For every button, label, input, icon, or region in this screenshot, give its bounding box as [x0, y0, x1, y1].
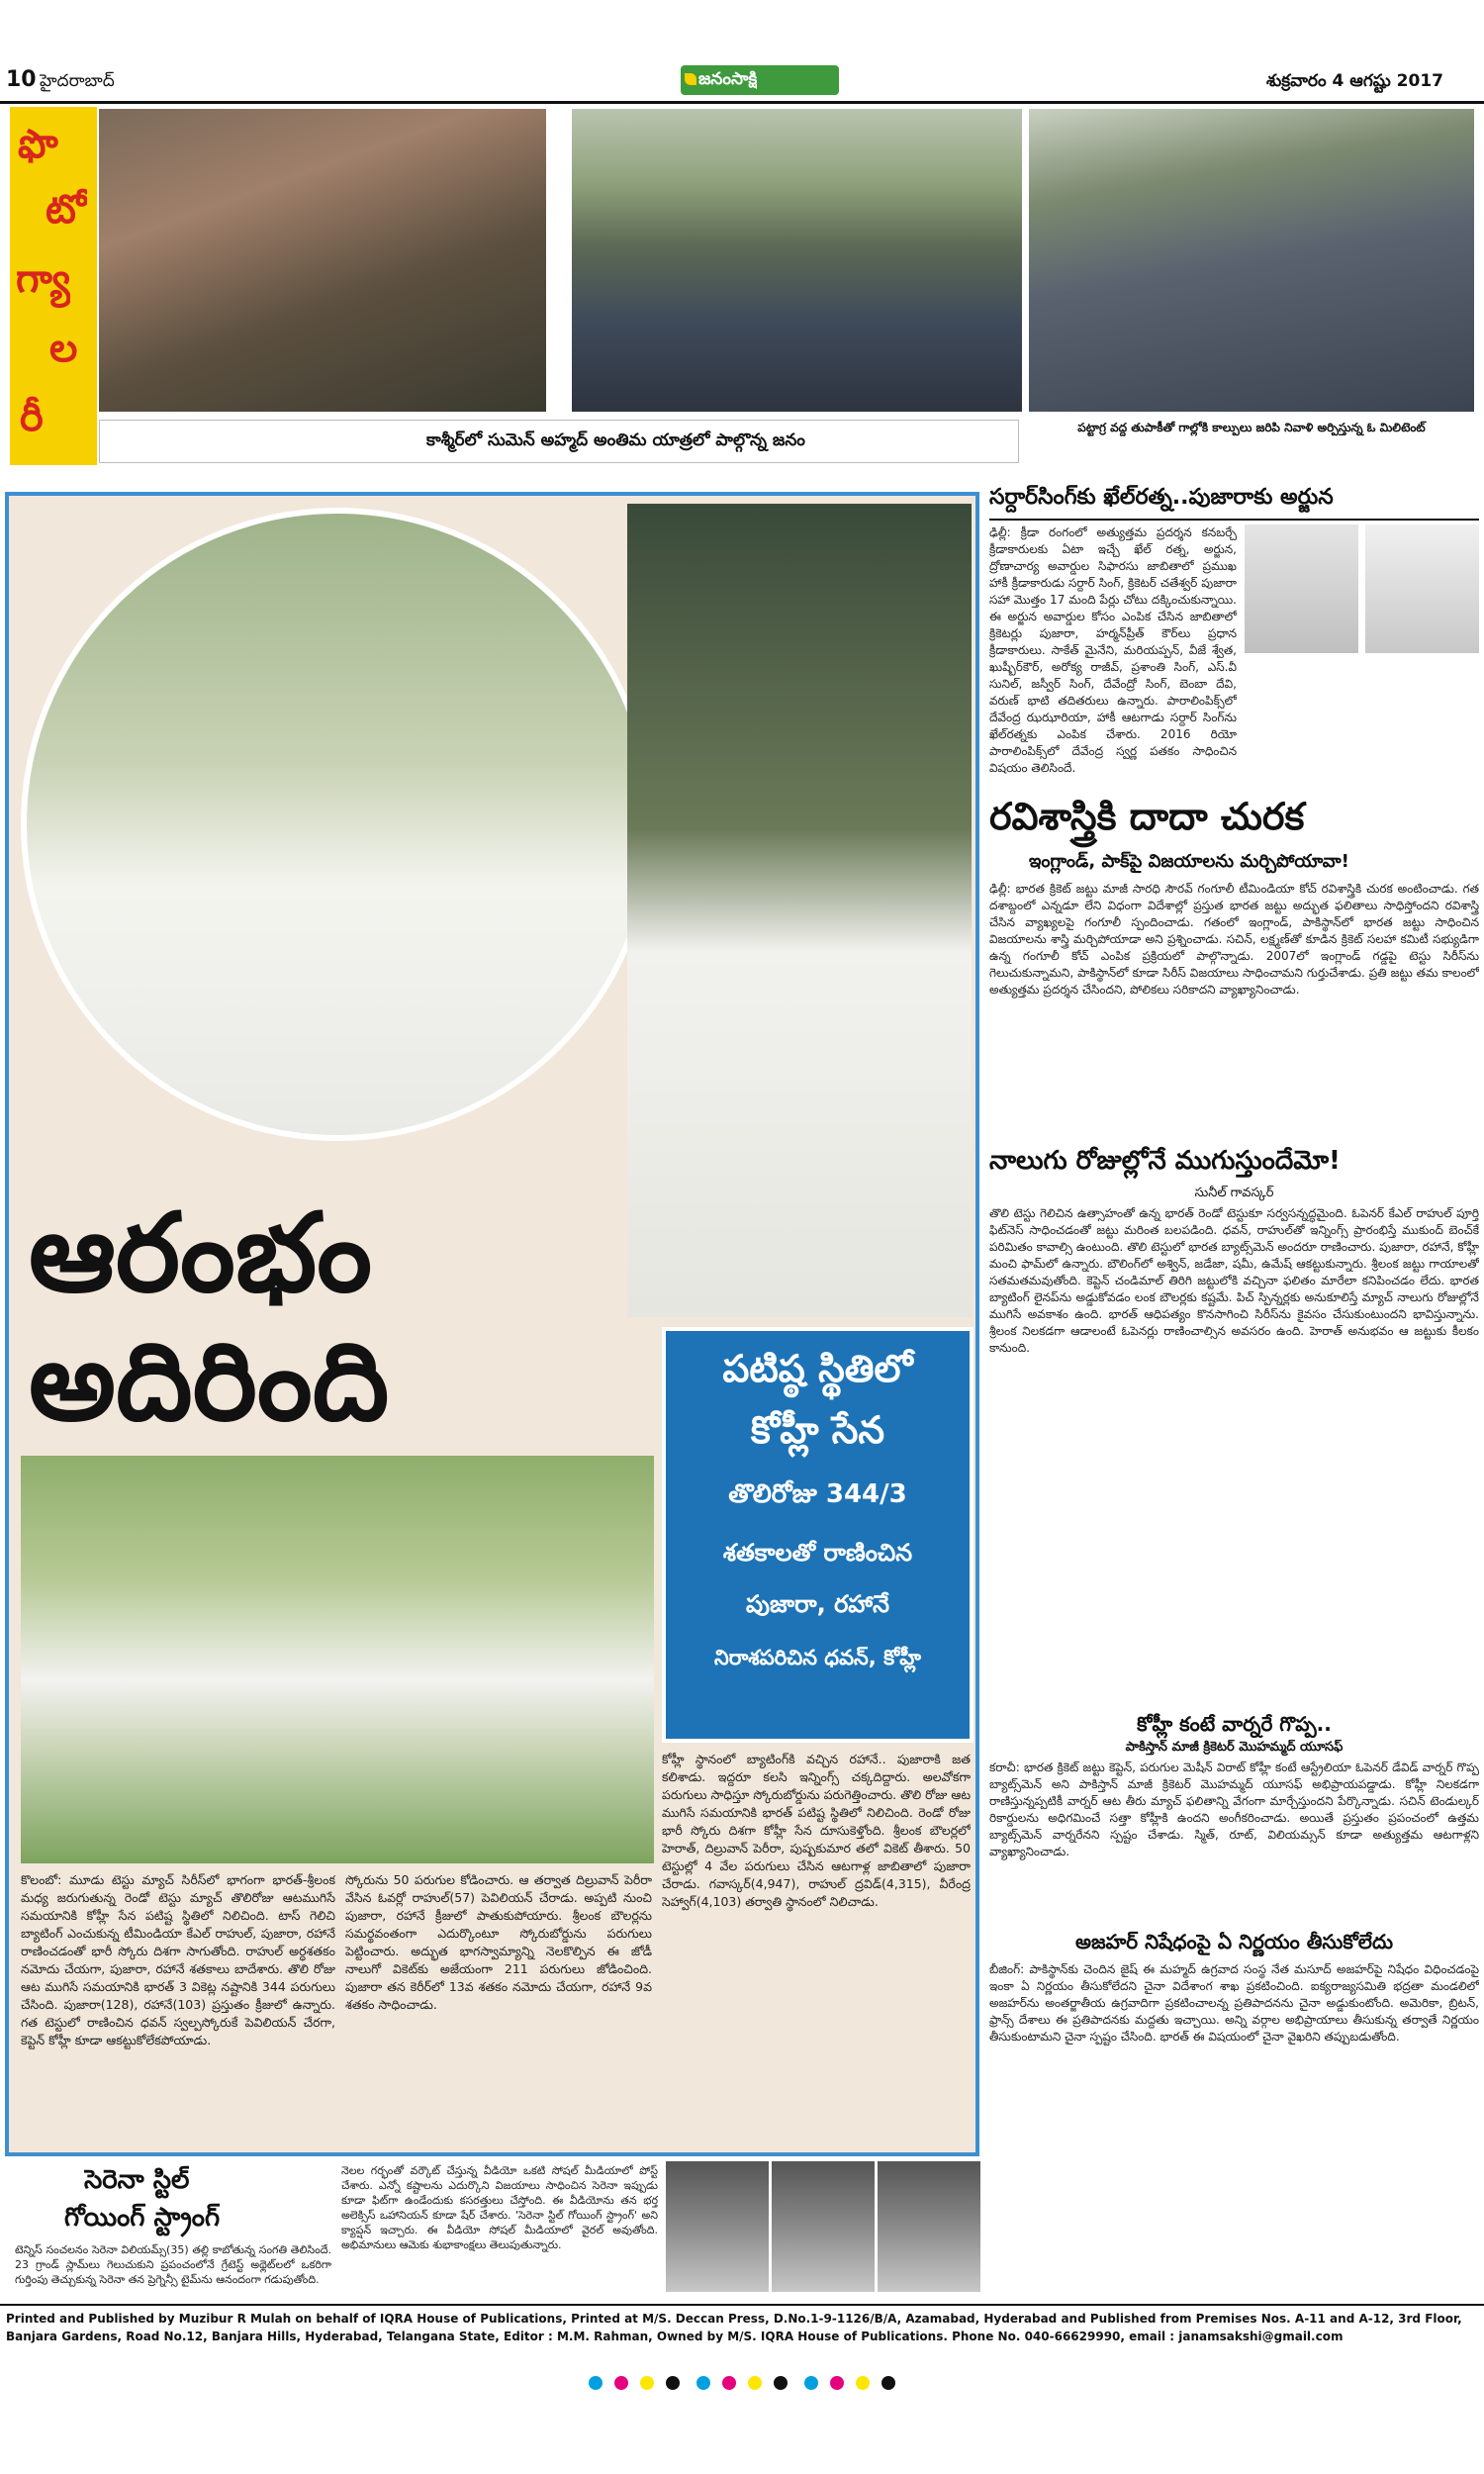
sardar-photo	[1245, 524, 1358, 653]
serena-headline-2: గోయింగ్ స్ట్రాంగ్	[64, 2203, 221, 2233]
article4-headline: కోహ్లీ కంటే వార్నరే గొప్ప..	[1137, 1712, 1332, 1736]
main-headline-line2: అదిరింది	[29, 1317, 390, 1445]
sports-body-right: కోహ్లీ స్థానంలో బ్యాటింగ్‌కి వచ్చిన రహానే.. పుజారాకి జత కలిశాడు. ఇద్దరూ కలసి ఇన్నింగ్స్ చక్కదిద్దారు. అలవోకగా పరుగులు సాధిస్తూ స్కోరుబోర్డును పరుగెత్తించారు. తొలి రోజు ఆట ముగిసే సమయానికి భారత్ పటిష్ట స్థితిలో నిలిచింది. రెండో రోజు భారీ స్కోరు దిశగా కోహ్లీ సేన దూసుకెళ్తోంది. శ్రీలంక బౌలర్లలో హెరాత్, దిల్రువాన్ పెరీరా, పుష్పకుమార తలో వికెట్ తీశారు. 50 టెస్టుల్లో 4 వేల పరుగులు చేసిన ఆటగాళ్ల జాబితాలో పుజారా చేరాడు. గవాస్కర్(4,947), రాహుల్ ద్రవిడ్(4,315), వీరేంద్ర సెహ్వాగ్(4,103) తర్వాతి స్థానంలో నిలిచాడు.	[662, 1752, 971, 1909]
city-name: హైదరాబాద్	[40, 71, 115, 91]
serena-article	[5, 2157, 984, 2296]
rahul-photo	[21, 1456, 654, 1863]
article5-body: బీజింగ్: పాకిస్థాన్‌కు చెందిన జైష్ ఈ మహ్మద్ ఉగ్రవాద సంస్థ నేత మసూద్ అజహర్‌పై నిషేధం విధించడంపై ఇంకా ఏ నిర్ణయం తీసుకోలేదని చైనా విదేశాంగ శాఖ ప్రకటించింది. ఐక్యరాజ్యసమితి భద్రతా మండలిలో అజహర్‌ను అంతర్జాతీయ ఉగ్రవాదిగా ప్రకటించాలన్న ప్రతిపాదనను చైనా అడ్డుకుంటోంది. అమెరికా, బ్రిటన్, ఫ్రాన్స్ దేశాలు ఈ ప్రతిపాదనకు మద్దతు ఇచ్చాయి. అన్ని వర్గాల అభిప్రాయాలు తీసుకున్న తర్వాతే నిర్ణయం తీసుకుంటామని చైనా స్పష్టం చేసింది. భారత్ ఈ విషయంలో చైనా వైఖరిని తప్పుబడుతోంది.	[989, 1962, 1479, 2044]
article3-body: తొలి టెస్టు గెలిచిన ఉత్సాహంతో ఉన్న భారత్ రెండో టెస్టుకూ సర్వసన్నద్ధమైంది. ఓపెనర్ కేఎల్ రాహుల్ పూర్తి ఫిట్‌నెస్ సాధించడంతో జట్టు మరింత బలపడింది. ధవన్, రాహుల్‌తో ఇన్నింగ్స్ ప్రారంభిస్తే ముకుంద్ బెంచ్‌కే పరిమితం కావాల్సి ఉంటుంది. తొలి టెస్టులో భారత బ్యాట్స్‌మెన్ అందరూ రాణించారు. పుజారా, రహానే, కోహ్లీ మంచి ఫామ్‌లో ఉన్నారు. బౌలింగ్‌లో అశ్విన్, జడేజా, షమీ, ఉమేష్ ఆకట్టుకున్నారు. శ్రీలంక జట్టు గాయాలతో సతమతమవుతోంది. కెప్టెన్ చండిమాల్ తిరిగి జట్టులోకి వచ్చినా ఫలితం మారేలా కనిపించడం లేదు. భారత బ్యాటింగ్ లైనప్‌ను అడ్డుకోవడం లంక బౌలర్లకు కష్టమే. పిచ్ స్పిన్నర్లకు అనుకూలిస్తే మ్యాచ్ నాలుగు రోజుల్లోనే ముగిసే అవకాశం ఉంది. భారత్ ఆధిపత్యం కొనసాగించి సిరీస్‌ను కైవసం చేసుకుంటుందని భావిస్తున్నాను. శ్రీలంక నిలకడగా ఆడాలంటే ఓపెనర్లు రాణించాల్సిన అవసరం ఉంది. హెరాత్ అనుభవం ఆ జట్టుకు కీలకం కానుంది.	[989, 1206, 1479, 1355]
main-headline-line1: ఆరంభం	[29, 1189, 373, 1316]
issue-date: శుక్రవారం 4 ఆగష్టు 2017	[1266, 71, 1444, 91]
serena-photo-1	[666, 2161, 769, 2292]
gallery-photo-2	[572, 109, 1022, 412]
masthead-rule	[0, 101, 1484, 104]
gallery-char-3: గ్యా	[16, 255, 71, 302]
article5-headline: అజహర్ నిషేధంపై ఏ నిర్ణయం తీసుకోలేదు	[1074, 1930, 1393, 1953]
gallery-caption-main: కాశ్మీర్‌లో సుమెన్ అహ్మద్ అంతిమ యాత్రలో పాల్గొన్న జనం	[426, 430, 805, 450]
pujara-small-photo	[1365, 524, 1479, 653]
paper-logo	[681, 65, 839, 95]
article4-subhead: పాకిస్తాన్ మాజీ క్రికెటర్ మొహమ్మద్ యూసఫ్	[1125, 1740, 1344, 1755]
serena-headline-1: సెరెనా స్టిల్	[84, 2165, 190, 2195]
serena-body-2: నెలల గర్భంతో వర్కౌట్ చేస్తున్న వీడియో ఒకటి సోషల్ మీడియాలో పోస్ట్ చేశారు. ఎన్నో కష్టాలను ఎదుర్కొని విజయాలు సాధించిన సెరెనా ఇప్పుడు కూడా ఫిట్‌గా ఉండేందుకు కసరత్తులు చేస్తోంది. ఈ వీడియోను తన భర్త అలెక్సిస్ ఒహానియన్ కూడా షేర్ చేశారు. 'సెరెనా స్టిల్ గోయింగ్ స్ట్రాంగ్' అని క్యాప్షన్ ఇచ్చారు. ఈ వీడియో సోషల్ మీడియాలో వైరల్ అవుతోంది. అభిమానులు ఆమెకు శుభాకాంక్షలు తెలుపుతున్నారు.	[341, 2164, 658, 2251]
article3-headline: నాలుగు రోజుల్లోనే ముగుస్తుందేమో!	[989, 1146, 1341, 1176]
article2-subhead: ఇంగ్లాండ్, పాక్‌పై విజయాలను మర్చిపోయావా!	[1029, 851, 1349, 872]
article2-body: ఢిల్లీ: భారత క్రికెట్ జట్టు మాజీ సారధి సౌరవ్ గంగూలీ టీమిండియా కోచ్ రవిశాస్త్రికి చురక అంటించాడు. గత దశాబ్దంలో ఎన్నడూ లేని విధంగా విదేశాల్లో ప్రస్తుత భారత జట్టు అద్భుత ఫలితాలు సాధిస్తోందని రవిశాస్త్రి చేసిన వ్యాఖ్యలపై గంగూలీ స్పందించాడు. గతంలో ఇంగ్లాండ్, పాకిస్థాన్‌లో భారత జట్టు సాధించిన విజయాలను శాస్త్రి మర్చిపోయాడా అని ప్రశ్నించాడు. సచిన్, లక్ష్మణ్‌తో కూడిన క్రికెట్ సలహా కమిటీ సభ్యుడిగా ఉన్న గంగూలీ కోచ్ ఎంపిక ప్రక్రియలో పాల్గొన్నాడు. 2007లో ఇంగ్లాండ్ గడ్డపై టెస్టు సిరీస్‌ను గెలుచుకున్నామని, పాకిస్థాన్‌లో కూడా సిరీస్ విజయాలు సాధించామని గుర్తుచేశాడు. ప్రతి జట్టు తమ కాలంలో అత్యుత్తమ ప్రదర్శన చేసిందని, పోలికలు సరికాదని వ్యాఖ్యానించాడు.	[989, 882, 1479, 997]
serena-photo-2	[772, 2161, 875, 2292]
box-title-line2: కోహ్లీ సేన	[750, 1408, 885, 1452]
article1-headline: సర్దార్‌సింగ్‌కు ఖేల్‌రత్న..పుజారాకు అర్జున	[989, 485, 1334, 510]
photo-gallery	[0, 107, 1484, 473]
page-number: 10	[6, 67, 37, 92]
gallery-char-4: ల	[49, 325, 78, 371]
article2-headline: రవిశాస్త్రికి దాదా చురక	[989, 794, 1305, 838]
box-names: పుజారా, రహానే	[746, 1590, 889, 1618]
right-column	[989, 485, 1479, 2167]
serena-body-1: టెన్నిస్ సంచలనం సెరెనా విలియమ్స్(35) తల్లి కాబోతున్న సంగతి తెలిసిందే. 23 గ్రాండ్ స్లామ్‌లు గెలుచుకుని ప్రపంచంలోనే గ్రేటెస్ట్ అథ్లెట్‌లలో ఒకరిగా గుర్తింపు తెచ్చుకున్న సెరెనా తన ప్రెగ్నెన్సీ టైమ్‌ను ఆనందంగా గడుపుతోంది.	[15, 2243, 331, 2286]
paper-name: జనంసాక్షి	[698, 69, 758, 89]
gallery-photo-3	[1029, 109, 1474, 412]
leaf-icon	[685, 73, 696, 85]
color-registration-bar	[0, 2375, 1484, 2399]
rahane-photo	[627, 504, 972, 1317]
pujara-photo	[21, 508, 654, 1141]
box-disappointed: నిరాశపరిచిన ధవన్, కోహ్లీ	[714, 1646, 921, 1669]
article1-body: ఢిల్లీ: క్రీడా రంగంలో అత్యుత్తమ ప్రదర్శన కనబర్చే క్రీడాకారులకు ఏటా ఇచ్చే ఖేల్ రత్న, అర్జున, ద్రోణాచార్య అవార్డుల సిఫారసు జాబితాలో ప్రముఖ హాకీ క్రీడాకారుడు సర్దార్ సింగ్, క్రికెటర్ చతేశ్వర్ పుజారా సహా మొత్తం 17 మంది పేర్లు చోటు దక్కించుకున్నాయి. ఈ అర్జున అవార్డుల కోసం ఎంపిక చేసిన జాబితాలో క్రికెటర్లు పుజారా, హర్మన్‌ప్రీత్ కౌర్‌లు ప్రధాన క్రీడాకారులు. సాకేత్ మైనేని, మరియప్పన్, వీజే శ్వేత, ఖుష్బీర్‌కౌర్, అరోక్య రాజీవ్, ప్రశాంతి సింగ్, ఎస్.వీ సునిల్, జస్వీర్ సింగ్, దేవేంద్రో సింగ్, బెంబా దేవి, వరుణ్ భాటి తదితరులు ఉన్నారు. పారాలింపిక్స్‌లో దేవేంద్ర ఝఝారియా, హాకీ ఆటగాడు సర్దార్ సింగ్‌ను ఖేల్‌రత్నకు ఎంపిక చేశారు. 2016 రియో పారాలింపిక్స్‌లో దేవేంద్ర స్వర్ణ పతకం సాధించిన విషయం తెలిసిందే.	[989, 525, 1237, 775]
footer-rule	[0, 2304, 1484, 2306]
article3-byline: సునీల్ గావస్కర్	[1194, 1186, 1274, 1200]
sports-body-left: కొలంబో: మూడు టెస్టు మ్యాచ్ సిరీస్‌లో భాగంగా భారత్-శ్రీలంక మధ్య జరుగుతున్న రెండో టెస్టు మ్యాచ్ తొలిరోజు ఆటముగిసే సమయానికి కోహ్లీ సేన పటిష్ట స్థితిలో నిలిచింది. టాస్ గెలిచి బ్యాటింగ్ ఎంచుకున్న టీమిండియా కేఎల్ రాహుల్, పుజారా, రహానే రాణించడంతో భారీ స్కోరు దిశగా సాగుతోంది. రాహుల్ అర్ధశతకం నమోదు చేయగా, పుజారా, రహానే శతకాలు బాదేశారు. తొలి రోజు ఆట ముగిసే సమయానికి భారత్ 3 వికెట్ల నష్టానికి 344 పరుగులు చేసింది. పుజారా(128), రహానే(103) ప్రస్తుతం క్రీజులో ఉన్నారు. గత టెస్టులో రాణించిన ధవన్ స్వల్పస్కోరుకే పెవిలియన్ చేరగా, కెప్టెన్ కోహ్లీ కూడా ఆకట్టుకోలేకపోయాడు.	[21, 1872, 335, 2047]
gallery-label	[10, 107, 97, 465]
gallery-char-2: టో	[46, 186, 87, 233]
sports-feature	[5, 492, 979, 2156]
sports-body-mid: స్కోరును 50 పరుగుల కోడించారు. ఆ తర్వాత దిల్రువాన్ పెరీరా వేసిన ఓవర్లో రాహుల్(57) పెవిలియన్ చేరాడు. అప్పటి నుంచి పుజారా, రహానే క్రీజులో పాతుకుపోయారు. శ్రీలంక బౌలర్లను సమర్థవంతంగా ఎదుర్కొంటూ స్కోరుబోర్డును పరుగులు పెట్టించారు. అద్భుత భాగస్వామ్యాన్ని నెలకొల్పిన ఈ జోడీ నాలుగో వికెట్‌కు అజేయంగా 211 పరుగులు జోడించింది. పుజారా తన కెరీర్‌లో 13వ శతకం నమోదు చేయగా, రహానే 9వ శతకం సాధించాడు.	[345, 1872, 652, 2012]
gallery-char-5: రీ	[20, 394, 44, 440]
box-score: తొలిరోజు 344/3	[728, 1479, 907, 1509]
gallery-caption-right: పట్టాగ్ర వద్ద తుపాకీతో గాల్లోకి కాల్పులు జరిపి నివాళి అర్పిస్తున్న ఓ మిలిటెంట్	[1077, 421, 1426, 434]
article1-rule	[989, 519, 1479, 521]
box-title-line1: పటిష్ఠ స్థితిలో	[722, 1347, 913, 1390]
footer-imprint: Printed and Published by Muzibur R Mulah on behalf of IQRA House of Publications, Printed at M/S. Deccan Press, D.No.1-9-1126/B/A, Azamabad, Hyderabad and Published from Premises Nos. A-11 and A-12, 3rd Floor, Banjara Gardens, Road No.12, Banjara Hills, Hyderabad, Telangana State, Editor : M.M. Rahman, Owned by M/S. IQRA House of Publications. Phone No. 040-66629990, email : janamsakshi@gmail.com	[6, 2312, 1462, 2343]
gallery-caption-bar	[99, 420, 1019, 463]
article4-body: కరాచీ: భారత క్రికెట్ జట్టు కెప్టెన్, పరుగుల మెషీన్ విరాట్ కోహ్లీ కంటే ఆస్ట్రేలియా ఓపెనర్ డేవిడ్ వార్నర్ గొప్ప బ్యాట్స్‌మెన్ అని పాకిస్తాన్ మాజీ క్రికెటర్ మొహమ్మద్ యూసఫ్ అభిప్రాయపడ్డాడు. కోహ్లీ నిలకడగా రాణిస్తున్నప్పటికీ వార్నర్ ఆట తీరు మ్యాచ్ ఫలితాన్ని వేగంగా మార్చేస్తుందని పేర్కొన్నాడు. సచిన్ టెండుల్కర్ రికార్డులను అధిగమించే సత్తా కోహ్లీకి ఉందని అంగీకరించాడు. అయితే ప్రస్తుతం ప్రపంచంలో ఉత్తమ బ్యాట్స్‌మెన్ వార్నరేనని స్పష్టం చేశాడు. స్మిత్, రూట్, విలియమ్సన్ కూడా అత్యుత్తమ ఆటగాళ్లని వ్యాఖ్యానించాడు.	[989, 1760, 1479, 1858]
score-box	[662, 1327, 974, 1743]
serena-photo-3	[878, 2161, 980, 2292]
gallery-char-1: ఫొ	[18, 121, 58, 167]
box-centuries: శతకాలతో రాణించిన	[722, 1539, 913, 1567]
gallery-photo-1	[99, 109, 546, 412]
masthead	[0, 61, 1484, 101]
